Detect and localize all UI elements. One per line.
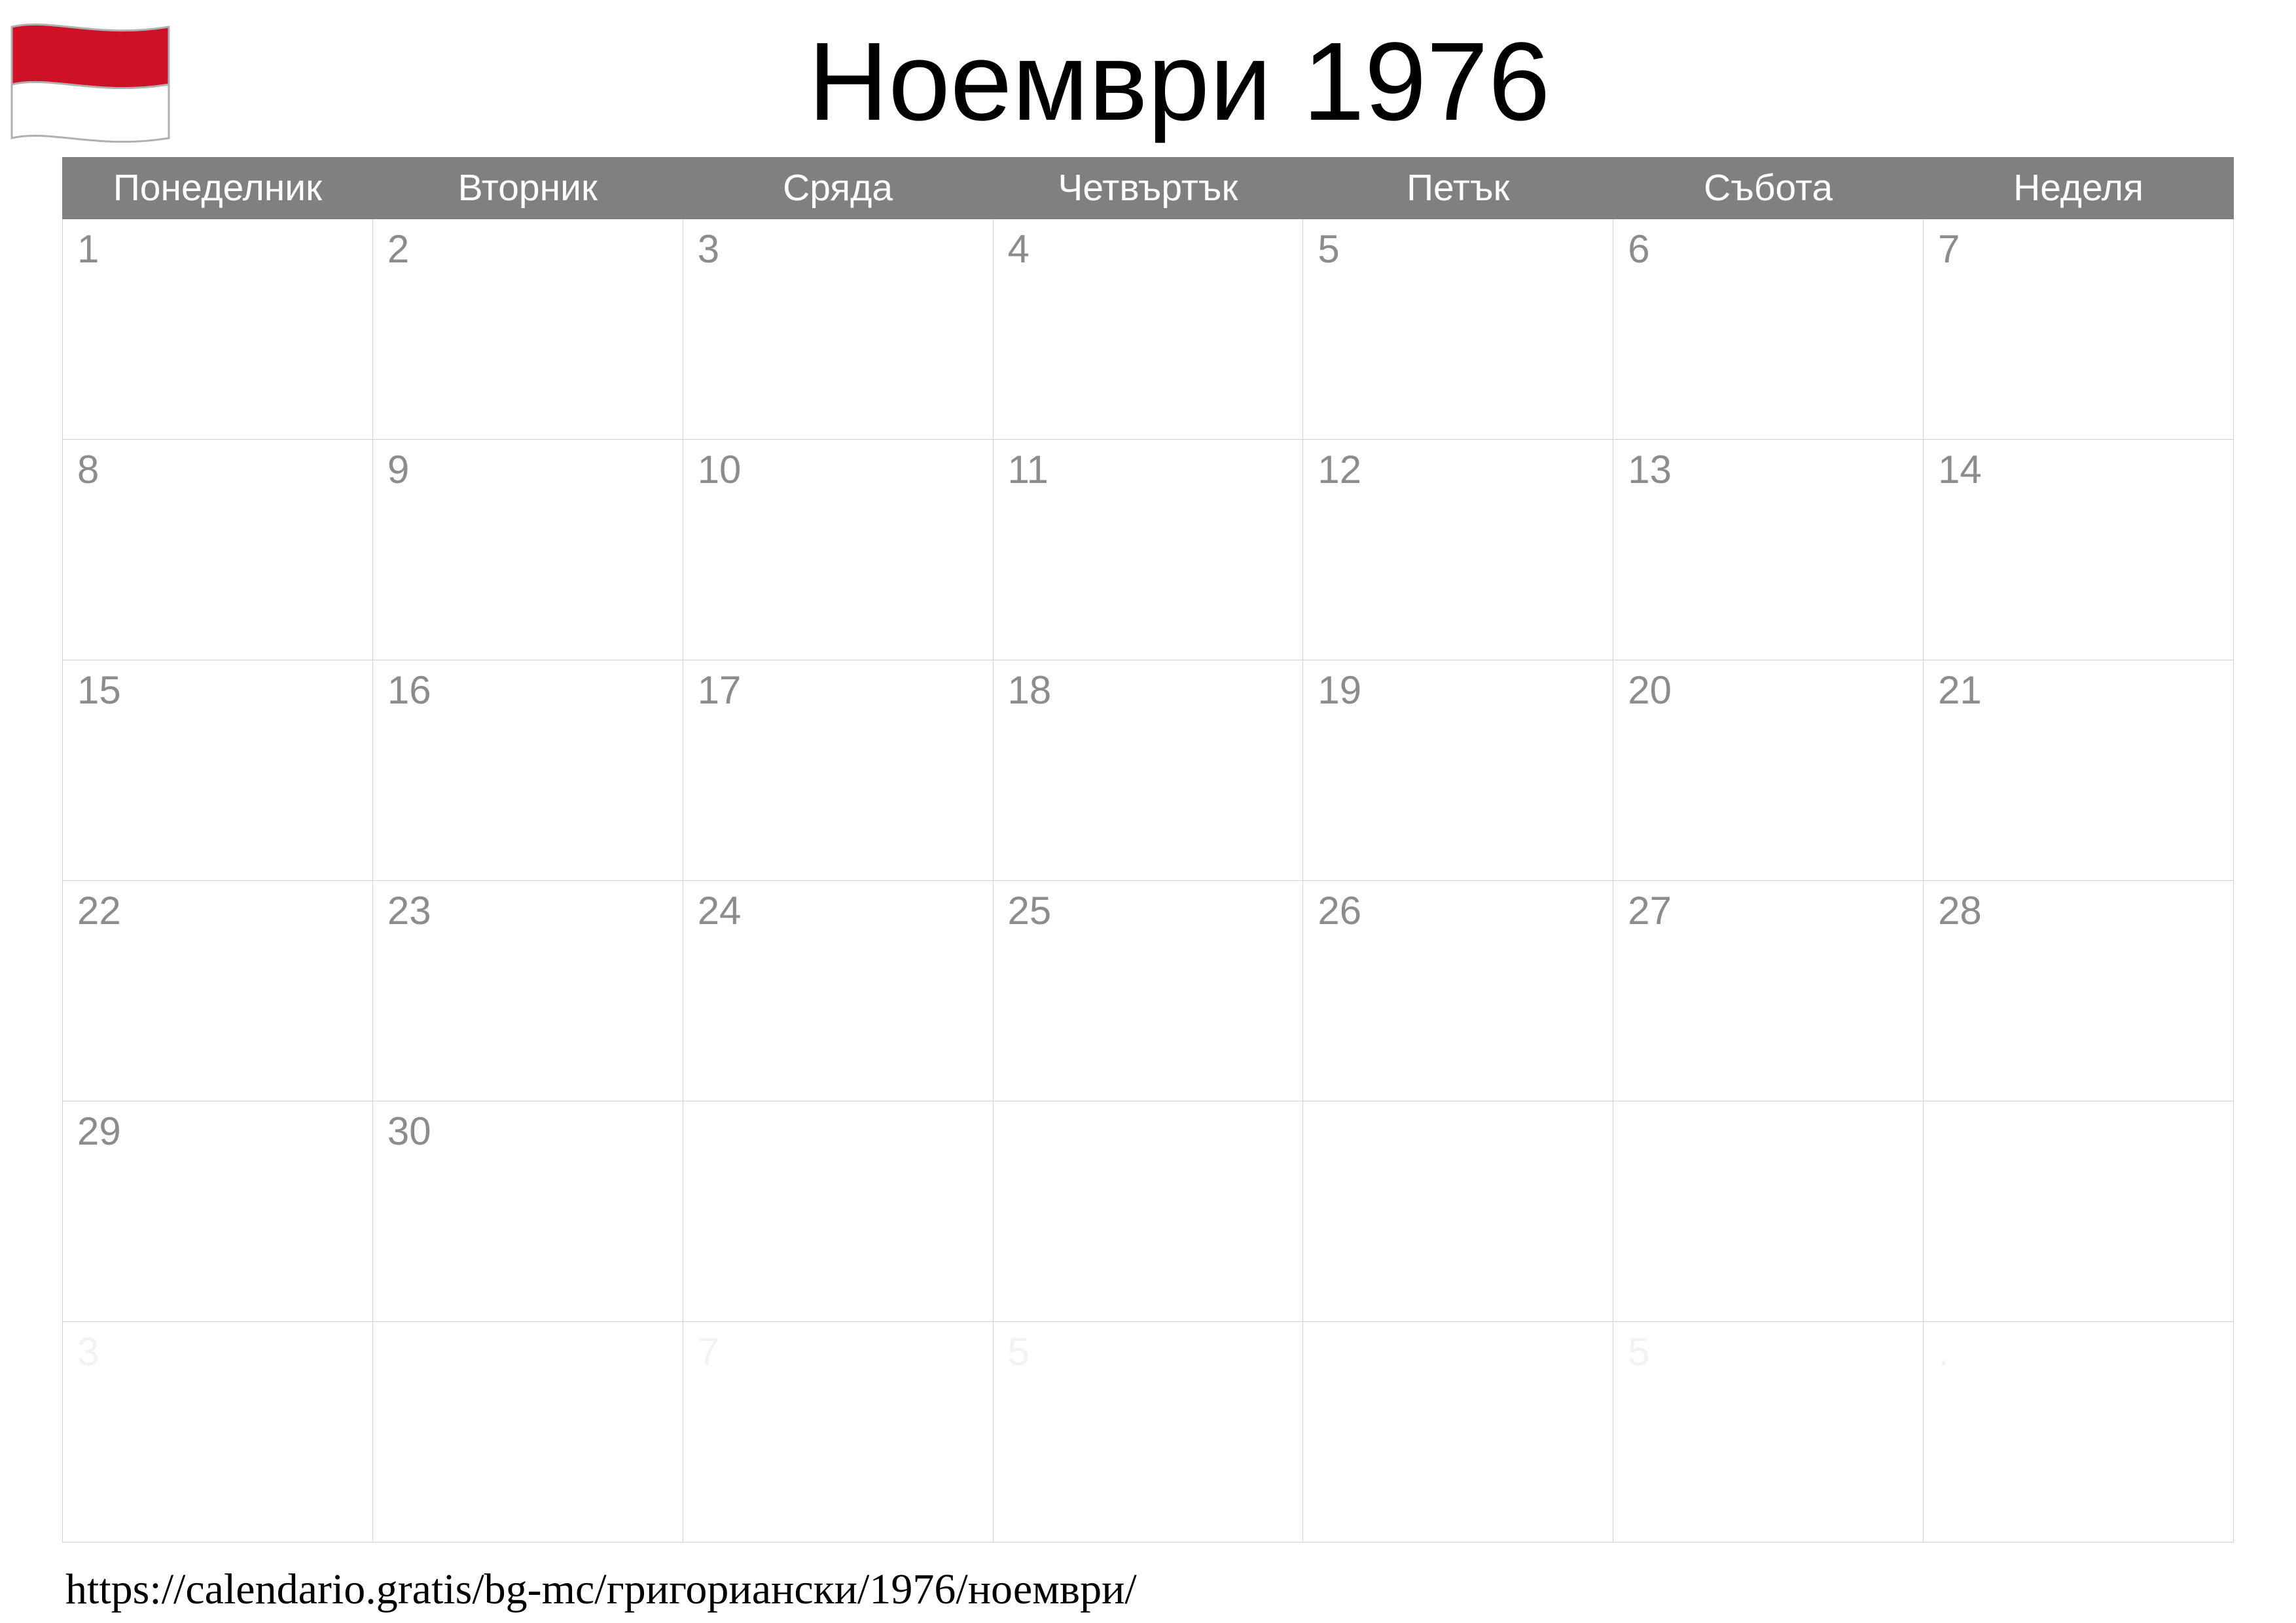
weekday-header-friday: Петък: [1303, 158, 1613, 219]
calendar-week-row: [63, 219, 2234, 440]
day-cell[interactable]: 6: [1613, 219, 1924, 440]
day-cell[interactable]: 29: [63, 1101, 373, 1322]
day-cell-faded: 5: [1613, 1322, 1924, 1543]
day-cell[interactable]: 30: [372, 1101, 683, 1322]
day-cell[interactable]: 12: [1303, 440, 1613, 660]
calendar-week-row-faded: [63, 1322, 2234, 1543]
day-cell-empty: [1924, 1101, 2234, 1322]
calendar-week-row: [63, 440, 2234, 660]
day-cell[interactable]: 19: [1303, 660, 1613, 881]
day-cell-empty: [993, 1101, 1303, 1322]
calendar-header-row: [63, 158, 2234, 219]
day-cell[interactable]: 1: [63, 219, 373, 440]
day-cell[interactable]: 26: [1303, 881, 1613, 1101]
day-cell-faded: [1303, 1322, 1613, 1543]
weekday-header-monday: Понеделник: [63, 158, 373, 219]
weekday-header-wednesday: Сряда: [683, 158, 993, 219]
day-cell[interactable]: 15: [63, 660, 373, 881]
day-cell[interactable]: 13: [1613, 440, 1924, 660]
day-cell[interactable]: 22: [63, 881, 373, 1101]
day-cell[interactable]: 3: [683, 219, 993, 440]
page-header: [0, 0, 2296, 157]
day-cell[interactable]: 18: [993, 660, 1303, 881]
calendar-week-row: [63, 1101, 2234, 1322]
source-url[interactable]: https://calendario.gratis/bg-mc/григориански/1976/ноември/: [65, 1565, 1137, 1613]
day-cell[interactable]: 8: [63, 440, 373, 660]
day-cell-faded: 5: [993, 1322, 1303, 1543]
day-cell[interactable]: 10: [683, 440, 993, 660]
day-cell-faded: 3: [63, 1322, 373, 1543]
day-cell[interactable]: 2: [372, 219, 683, 440]
day-cell[interactable]: 5: [1303, 219, 1613, 440]
calendar-week-row: [63, 660, 2234, 881]
day-cell-faded: 7: [683, 1322, 993, 1543]
weekday-header-tuesday: Вторник: [372, 158, 683, 219]
day-cell[interactable]: 27: [1613, 881, 1924, 1101]
day-cell-empty: [1613, 1101, 1924, 1322]
day-cell-empty: [683, 1101, 993, 1322]
day-cell[interactable]: 17: [683, 660, 993, 881]
day-cell[interactable]: 24: [683, 881, 993, 1101]
day-cell[interactable]: 25: [993, 881, 1303, 1101]
weekday-header-thursday: Четвъртък: [993, 158, 1303, 219]
calendar-table: [62, 157, 2234, 1543]
day-cell[interactable]: 11: [993, 440, 1303, 660]
day-cell[interactable]: 23: [372, 881, 683, 1101]
day-cell[interactable]: 14: [1924, 440, 2234, 660]
page-title: Ноември 1976: [808, 20, 1551, 144]
day-cell-faded: .: [1924, 1322, 2234, 1543]
day-cell[interactable]: 9: [372, 440, 683, 660]
day-cell[interactable]: 21: [1924, 660, 2234, 881]
day-cell[interactable]: 28: [1924, 881, 2234, 1101]
day-cell[interactable]: 16: [372, 660, 683, 881]
day-cell-empty: [1303, 1101, 1613, 1322]
day-cell[interactable]: 20: [1613, 660, 1924, 881]
calendar-week-row: [63, 881, 2234, 1101]
monaco-flag-icon: [0, 22, 180, 143]
weekday-header-saturday: Събота: [1613, 158, 1924, 219]
day-cell[interactable]: 7: [1924, 219, 2234, 440]
day-cell[interactable]: 4: [993, 219, 1303, 440]
weekday-header-sunday: Неделя: [1924, 158, 2234, 219]
day-cell-faded: [372, 1322, 683, 1543]
